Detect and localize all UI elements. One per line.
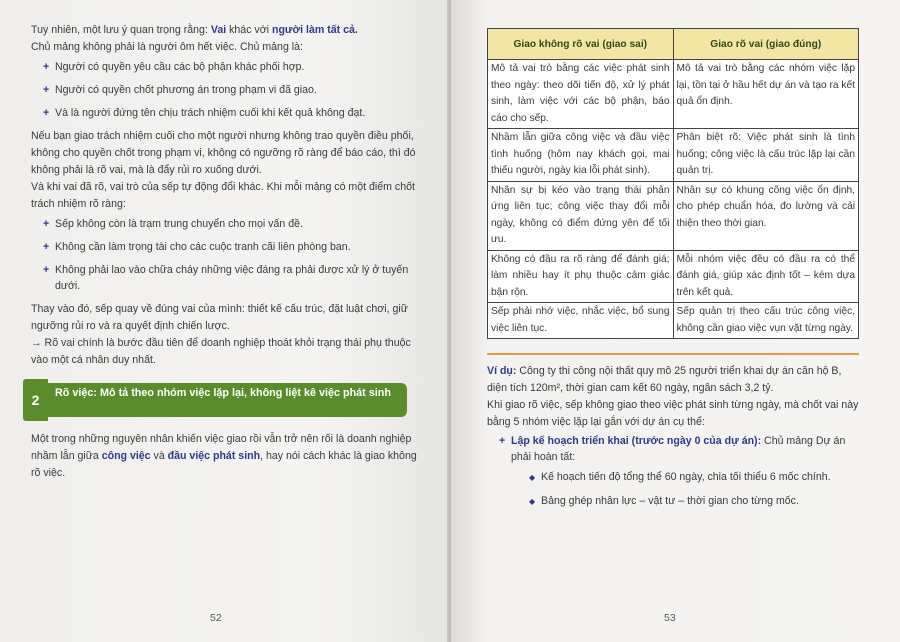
owner-intro: Chủ mảng không phải là người ôm hết việc. Chủ mảng là: xyxy=(31,41,303,53)
example-paragraph-2: Khi giao rõ việc, sếp không giao theo việc phát sinh từng ngày, mà chốt vai này bằng 5 nhóm việc lặp lại gắn với dự án cụ thể: xyxy=(487,399,859,428)
section-title: Rõ việc: Mô tả theo nhóm việc lặp lại, không liệt kê việc phát sinh xyxy=(45,383,407,417)
intro-paragraph xyxy=(31,22,425,39)
reason-text-end: , hay nói cách khác là giao không rõ việc. xyxy=(31,450,417,479)
boss-bullet-list xyxy=(31,216,425,294)
reason-emphasis-work: công việc xyxy=(101,450,151,462)
instead-paragraph: Thay vào đó, sếp quay về đúng vai của mình: thiết kế cấu trúc, đặt luật chơi, giữ ngưỡng rủi ro và ra quyết định chiến lược. xyxy=(31,303,408,332)
cell-right: Phân biệt rõ: Việc phát sinh là tình huống; công việc là cấu trúc lặp lại cần quản trị. xyxy=(673,129,859,182)
plan-label: Lập kế hoạch triển khai (trước ngày 0 của dự án): xyxy=(511,435,762,447)
cell-right: Mô tả vai trò bằng các nhóm việc lặp lại, tồn tại ở hầu hết dự án và tạo ra kết quả ổn định. xyxy=(673,60,859,129)
reason-text: Một trong những nguyên nhân khiến việc giao rồi vẫn trở nên rối là doanh nghiệp nhầm lẫn giữa xyxy=(31,433,412,462)
cell-right: Mỗi nhóm việc đều có đầu ra có thể đánh giá, giúp xác định tốt – kém dựa trên kết quả. xyxy=(673,250,859,303)
plus-bullet-icon: + xyxy=(43,218,50,230)
diamond-bullet-icon: ◆ xyxy=(529,497,536,506)
plan-text: Chủ mảng Dự án phải hoàn tất: xyxy=(511,435,846,463)
plus-bullet-icon: + xyxy=(43,241,50,253)
cell-wrong: Sếp phải nhớ việc, nhắc việc, bổ sung việc liên tục. xyxy=(488,303,674,339)
bullet-text: Và là người đứng tên chịu trách nhiệm cuối khi kết quả không đạt. xyxy=(55,107,366,119)
list-item xyxy=(43,59,425,75)
list-item xyxy=(43,216,425,232)
cell-wrong: Mô tả vai trò bằng các việc phát sinh theo ngày: theo dõi tiến độ, xử lý phát sinh, làm việc với các bộ phận, báo cáo cho sếp. xyxy=(488,60,674,129)
plus-bullet-icon: + xyxy=(43,107,50,119)
intro-text: Tuy nhiên, một lưu ý quan trọng rằng: xyxy=(31,24,211,36)
bullet-text: Sếp không còn là trạm trung chuyển cho mọi vấn đề. xyxy=(55,218,303,230)
list-item xyxy=(43,105,425,121)
left-page xyxy=(0,0,449,642)
cell-right: Nhân sự có khung công việc ổn định, cho phép chuẩn hóa, đo lường và cải thiện theo thời gian. xyxy=(673,181,859,250)
list-item xyxy=(499,433,859,510)
plus-bullet-icon: + xyxy=(43,61,50,73)
table-row xyxy=(488,303,859,339)
reason-text-mid: và xyxy=(150,450,168,462)
table-row xyxy=(488,181,859,250)
example-text: Công ty thi công nội thất quy mô 25 người triển khai dự án căn hộ B, diện tích 120m², thời gian cam kết 60 ngày, ngân sách 3,2 tỷ. xyxy=(487,365,842,394)
right-page xyxy=(451,0,900,642)
section-number: 2 xyxy=(23,379,48,421)
table-row xyxy=(488,250,859,303)
bullet-text: Người có quyền chốt phương án trong phạm vi đã giao. xyxy=(55,84,317,96)
intro-emphasis-role: Vai xyxy=(210,24,227,36)
intro-text-mid: khác với xyxy=(226,24,272,36)
unclear-role-paragraph: Nếu bạn giao trách nhiệm cuối cho một người nhưng không trao quyền điều phối, không cho quyền chốt trong phạm vi, không có ngưỡng rõ ràng để báo cáo, thì đó không phải là rõ vai, mà là đẩy rủi ro xuống dưới. xyxy=(31,130,416,176)
page-number: 52 xyxy=(210,612,222,624)
plan-sub-list xyxy=(511,469,859,510)
list-item xyxy=(43,262,425,294)
cell-wrong: Nhân sự bị kéo vào trạng thái phản ứng liên tục; công việc thay đổi mỗi ngày, không có điểm đứng yên để tối ưu. xyxy=(488,181,674,250)
example-label: Ví dụ: xyxy=(487,365,517,377)
header-right: Giao rõ vai (giao đúng) xyxy=(673,29,859,60)
plan-bullet-list xyxy=(487,433,859,510)
bullet-text: Không phải lao vào chữa cháy những việc đáng ra phải được xử lý ở tuyến dưới. xyxy=(55,264,409,292)
list-item xyxy=(43,82,425,98)
example-paragraph xyxy=(487,363,859,397)
intro-emphasis-doer: người làm tất cả. xyxy=(271,24,358,36)
cell-wrong: Không có đầu ra rõ ràng để đánh giá; làm nhiều hay ít phụ thuộc cảm giác bận rộn. xyxy=(488,250,674,303)
cell-wrong: Nhầm lẫn giữa công việc và đầu việc tình huống (hôm nay khách gọi, mai thiếu người, ngày kia lỗi phát sinh). xyxy=(488,129,674,182)
list-item xyxy=(527,469,859,486)
example-section xyxy=(487,363,859,510)
table-row xyxy=(488,129,859,182)
diamond-bullet-icon: ◆ xyxy=(529,473,536,482)
bullet-text: Người có quyền yêu cầu các bộ phận khác phối hợp. xyxy=(55,61,305,73)
plus-bullet-icon: + xyxy=(499,435,506,447)
list-item xyxy=(527,493,859,510)
reason-emphasis-task: đầu việc phát sinh xyxy=(167,450,261,462)
clear-role-paragraph: Và khi vai đã rõ, vai trò của sếp tự động đổi khác. Khi mỗi mảng có một điểm chốt trách nhiệm rõ ràng: xyxy=(31,181,415,210)
owner-bullet-list xyxy=(31,59,425,121)
reason-paragraph xyxy=(31,431,425,482)
list-item xyxy=(43,239,425,255)
sub-bullet-text: Kế hoạch tiến độ tổng thể 60 ngày, chia tối thiểu 6 mốc chính. xyxy=(541,471,831,483)
sub-bullet-text: Bảng ghép nhân lực – vật tư – thời gian cho từng mốc. xyxy=(541,495,799,507)
table-header-row xyxy=(488,29,859,60)
cell-right: Sếp quản trị theo cấu trúc công việc, không cần giao việc vụn vặt từng ngày. xyxy=(673,303,859,339)
bullet-text: Không cần làm trọng tài cho các cuộc tranh cãi liên phòng ban. xyxy=(55,241,351,253)
plus-bullet-icon: + xyxy=(43,264,50,276)
conclusion-line: → Rõ vai chính là bước đầu tiên để doanh nghiệp thoát khỏi trạng thái phụ thuộc vào một cá nhân duy nhất. xyxy=(31,337,411,366)
header-wrong: Giao không rõ vai (giao sai) xyxy=(488,29,674,60)
section-heading xyxy=(23,381,407,419)
orange-divider xyxy=(487,353,859,355)
comparison-table xyxy=(487,28,859,339)
plus-bullet-icon: + xyxy=(43,84,50,96)
table-row xyxy=(488,60,859,129)
page-number: 53 xyxy=(664,612,676,624)
